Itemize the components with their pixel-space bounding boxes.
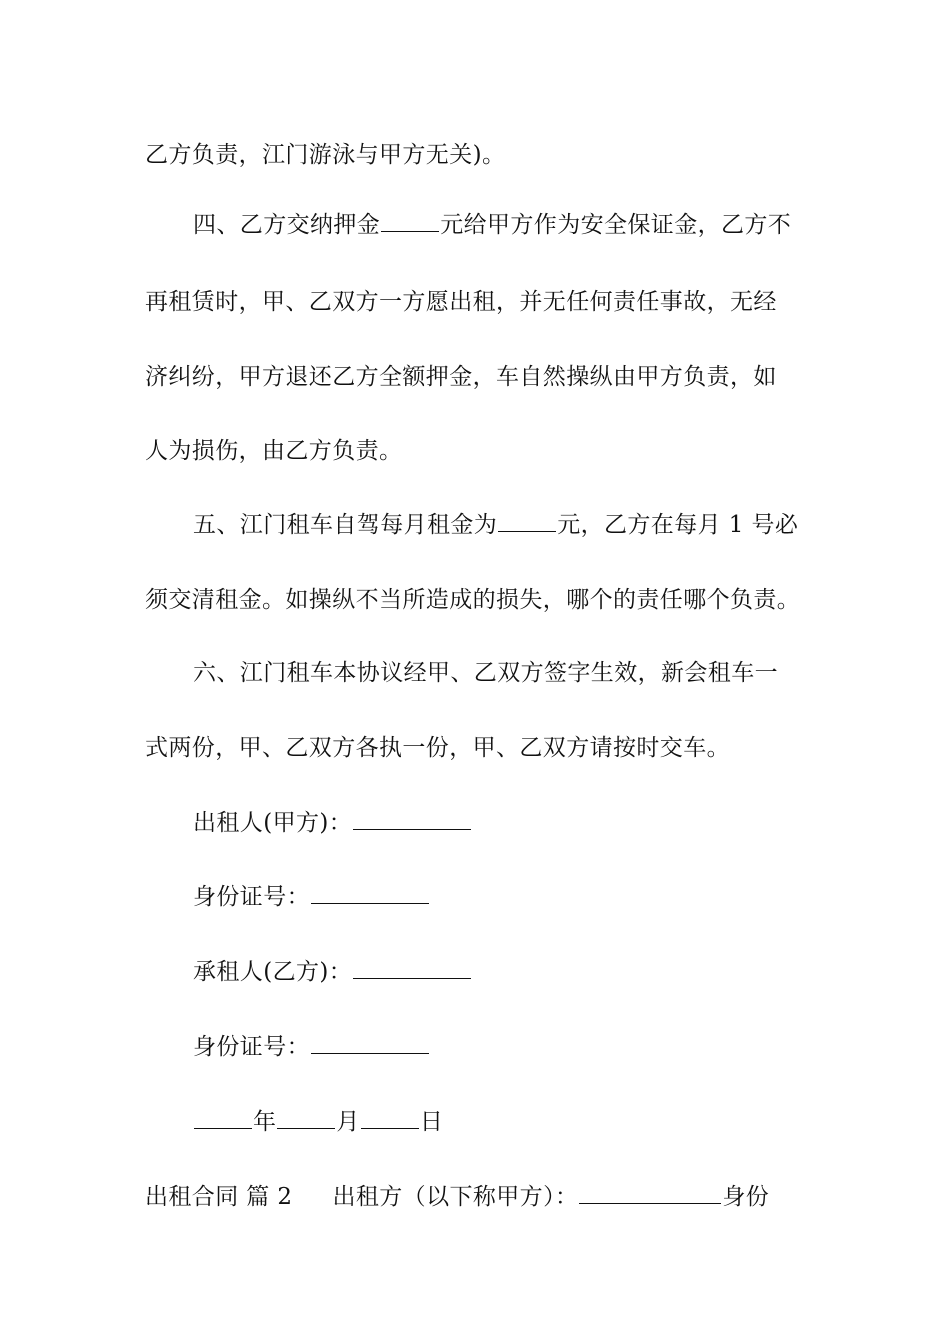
year-blank <box>194 1127 252 1129</box>
year-label: 年 <box>253 1109 277 1135</box>
deposit-blank <box>381 230 439 232</box>
lessor-blank <box>353 828 471 830</box>
lessor-id-line <box>193 882 813 912</box>
id-blank <box>311 902 429 904</box>
lessee-id-line <box>193 1032 813 1062</box>
next-contract-line <box>145 1182 815 1212</box>
day-blank <box>361 1127 419 1129</box>
clause-four-line-3 <box>145 362 815 392</box>
month-label: 月 <box>336 1109 360 1135</box>
lessee-signature-line <box>193 957 813 987</box>
clause-five-line-2 <box>145 585 815 615</box>
text: 五、江门租车自驾每月租金为 <box>193 512 498 538</box>
text: 再租赁时，甲、乙双方一方愿出租，并无任何责任事故，无经 <box>145 289 777 315</box>
text: 四、乙方交纳押金 <box>193 212 381 238</box>
clause-four-line-2 <box>145 287 815 317</box>
text: 六、江门租车本协议经甲、乙双方签字生效，新会租车一 <box>193 660 778 686</box>
clause-four-line-1 <box>193 210 813 240</box>
clause-six-line-2 <box>145 733 815 763</box>
text: 乙方负责，江门游泳与甲方无关)。 <box>145 142 506 168</box>
clause-six-line-1 <box>193 658 813 688</box>
text: 济纠纷，甲方退还乙方全额押金，车自然操纵由甲方负责，如 <box>145 364 777 390</box>
text: 须交清租金。如操纵不当所造成的损失，哪个的责任哪个负责。 <box>145 587 801 613</box>
rent-blank <box>498 530 556 532</box>
paragraph-line <box>145 140 815 170</box>
text: 元给甲方作为安全保证金，乙方不 <box>440 212 792 238</box>
date-line <box>193 1107 813 1137</box>
lessor-signature-line <box>193 808 813 838</box>
lessee-blank <box>353 977 471 979</box>
clause-five-line-1 <box>193 510 813 540</box>
lessee-label: 承租人(乙方)： <box>193 959 353 985</box>
lessor-label: 出租人(甲方)： <box>193 810 353 836</box>
clause-four-line-4 <box>145 436 815 466</box>
id-label: 身份证号： <box>193 1034 310 1060</box>
text: 人为损伤，由乙方负责。 <box>145 438 403 464</box>
lessor-intro: 出租方（以下称甲方）： <box>332 1184 579 1210</box>
id-label: 身份证号： <box>193 884 310 910</box>
section-title: 出租合同 篇 2 <box>145 1184 293 1210</box>
lessor-name-blank <box>579 1202 721 1204</box>
text: 式两份，甲、乙双方各执一份，甲、乙双方请按时交车。 <box>145 735 730 761</box>
text: 身份 <box>722 1184 770 1210</box>
text: 元，乙方在每月 1 号必 <box>557 512 799 538</box>
id-blank <box>311 1052 429 1054</box>
day-label: 日 <box>419 1109 444 1135</box>
month-blank <box>277 1127 335 1129</box>
